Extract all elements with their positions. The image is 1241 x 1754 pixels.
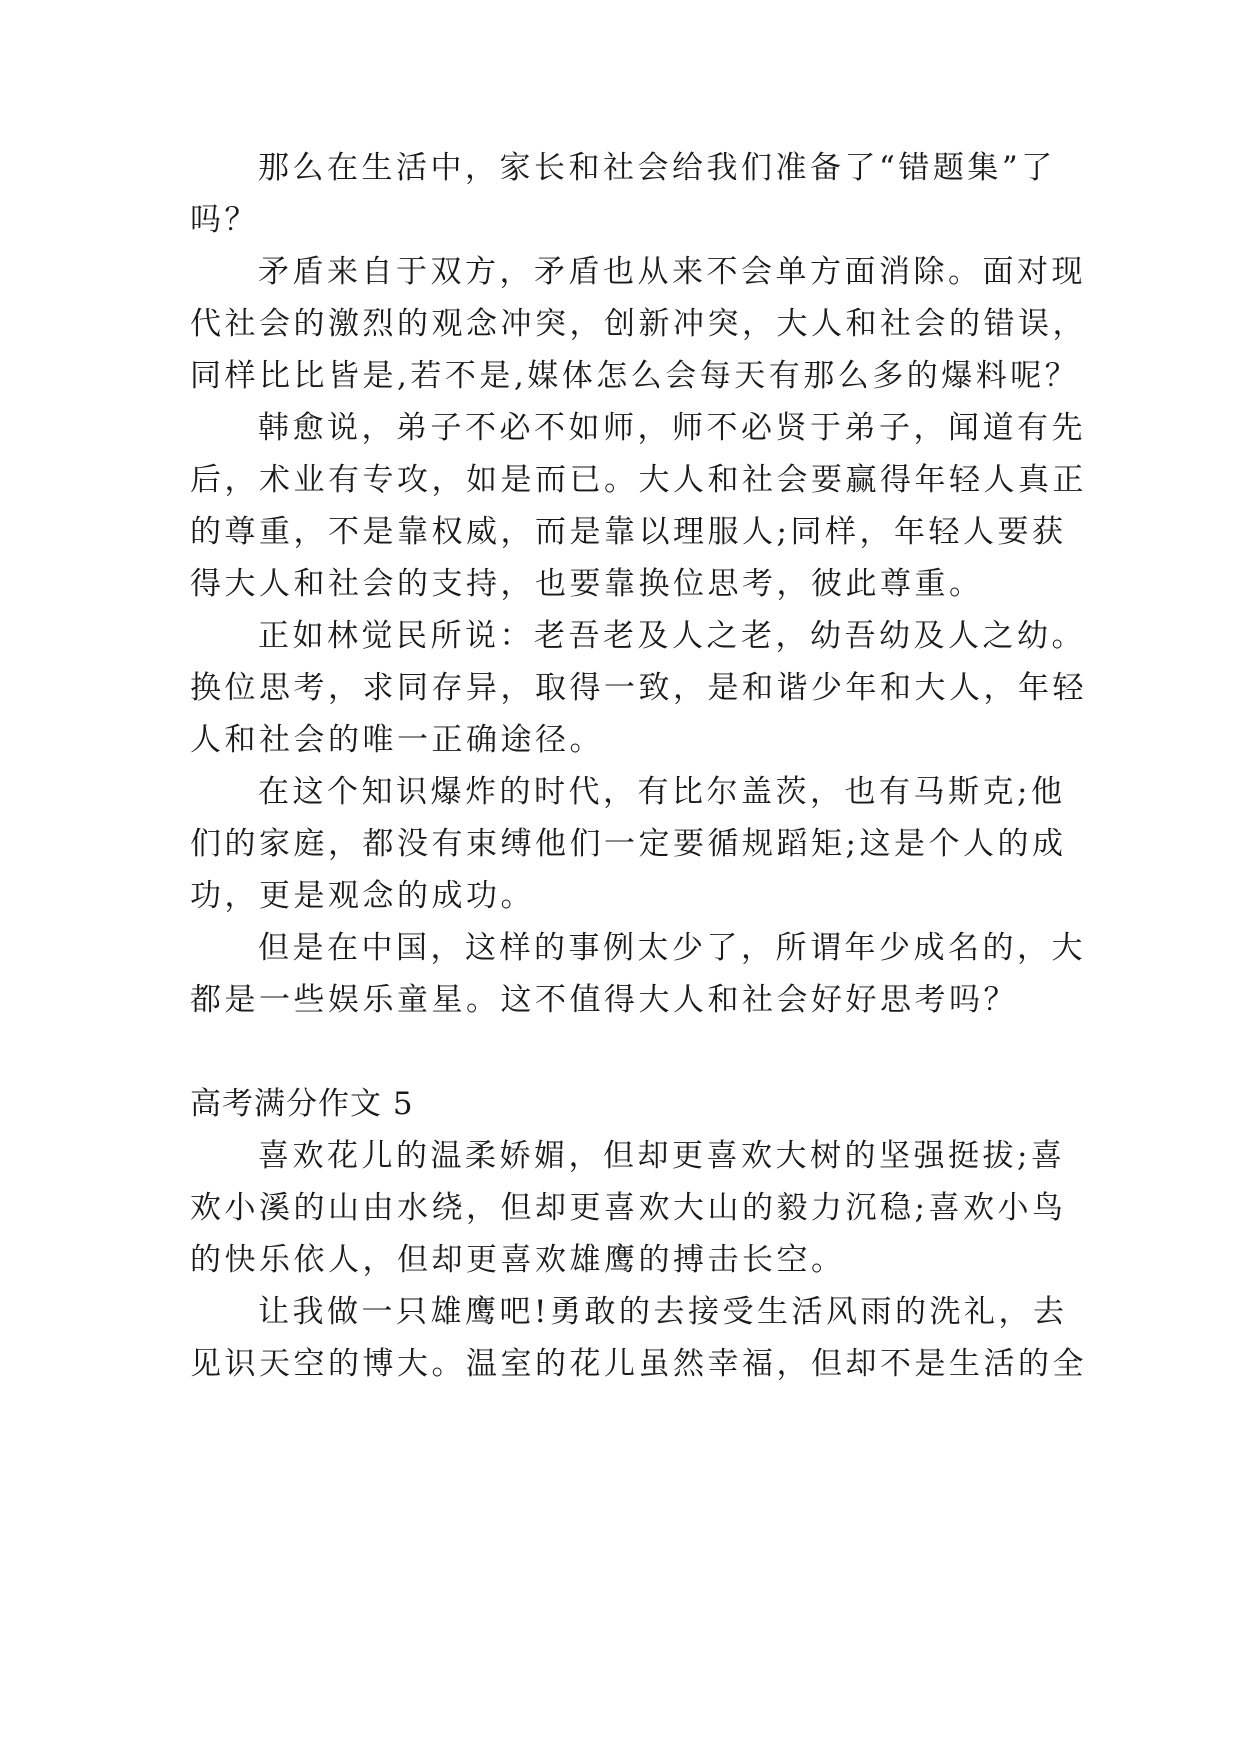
paragraph-line: 们的家庭，都没有束缚他们一定要循规蹈矩;这是个人的成 xyxy=(190,826,1067,862)
paragraph-line: 在这个知识爆炸的时代，有比尔盖茨，也有马斯克;他 xyxy=(258,774,1066,810)
paragraph-line: 韩愈说，弟子不必不如师，师不必贤于弟子，闻道有先 xyxy=(258,410,1086,446)
paragraph-line: 同样比比皆是,若不是,媒体怎么会每天有那么多的爆料呢？ xyxy=(190,358,1080,394)
paragraph-line: 欢小溪的山由水绕，但却更喜欢大山的毅力沉稳;喜欢小鸟 xyxy=(190,1190,1067,1226)
paragraph-line: 得大人和社会的支持，也要靠换位思考，彼此尊重。 xyxy=(190,566,984,602)
paragraph-line: 矛盾来自于双方，矛盾也从来不会单方面消除。面对现 xyxy=(258,254,1086,290)
paragraph-line: 后，术业有专攻，如是而已。大人和社会要赢得年轻人真正 xyxy=(190,462,1087,498)
paragraph-line: 喜欢花儿的温柔娇媚，但却更喜欢大树的坚强挺拔;喜 xyxy=(258,1138,1066,1174)
paragraph-line: 见识天空的博大。温室的花儿虽然幸福，但却不是生活的全 xyxy=(190,1346,1087,1382)
paragraph-line: 正如林觉民所说：老吾老及人之老，幼吾幼及人之幼。 xyxy=(258,618,1086,654)
paragraph-line: 的快乐依人，但却更喜欢雄鹰的搏击长空。 xyxy=(190,1242,846,1278)
paragraph-line: 的尊重，不是靠权威，而是靠以理服人;同样，年轻人要获 xyxy=(190,514,1067,550)
paragraph-line: 那么在生活中，家长和社会给我们准备了“错题集”了 xyxy=(258,150,1056,186)
paragraph-line: 让我做一只雄鹰吧!勇敢的去接受生活风雨的洗礼，去 xyxy=(258,1294,1068,1330)
paragraph-line: 人和社会的唯一正确途径。 xyxy=(190,722,604,758)
section-heading: 高考满分作文 5 xyxy=(190,1086,414,1122)
paragraph-line: 换位思考，求同存异，取得一致，是和谐少年和大人，年轻 xyxy=(190,670,1087,706)
paragraph-line: 吗？ xyxy=(190,202,259,238)
paragraph-line: 功，更是观念的成功。 xyxy=(190,878,535,914)
paragraph-line: 但是在中国，这样的事例太少了，所谓年少成名的，大 xyxy=(258,930,1086,966)
paragraph-line: 代社会的激烈的观念冲突，创新冲突，大人和社会的错误， xyxy=(190,306,1087,342)
paragraph-line: 都是一些娱乐童星。这不值得大人和社会好好思考吗？ xyxy=(190,982,1018,1018)
